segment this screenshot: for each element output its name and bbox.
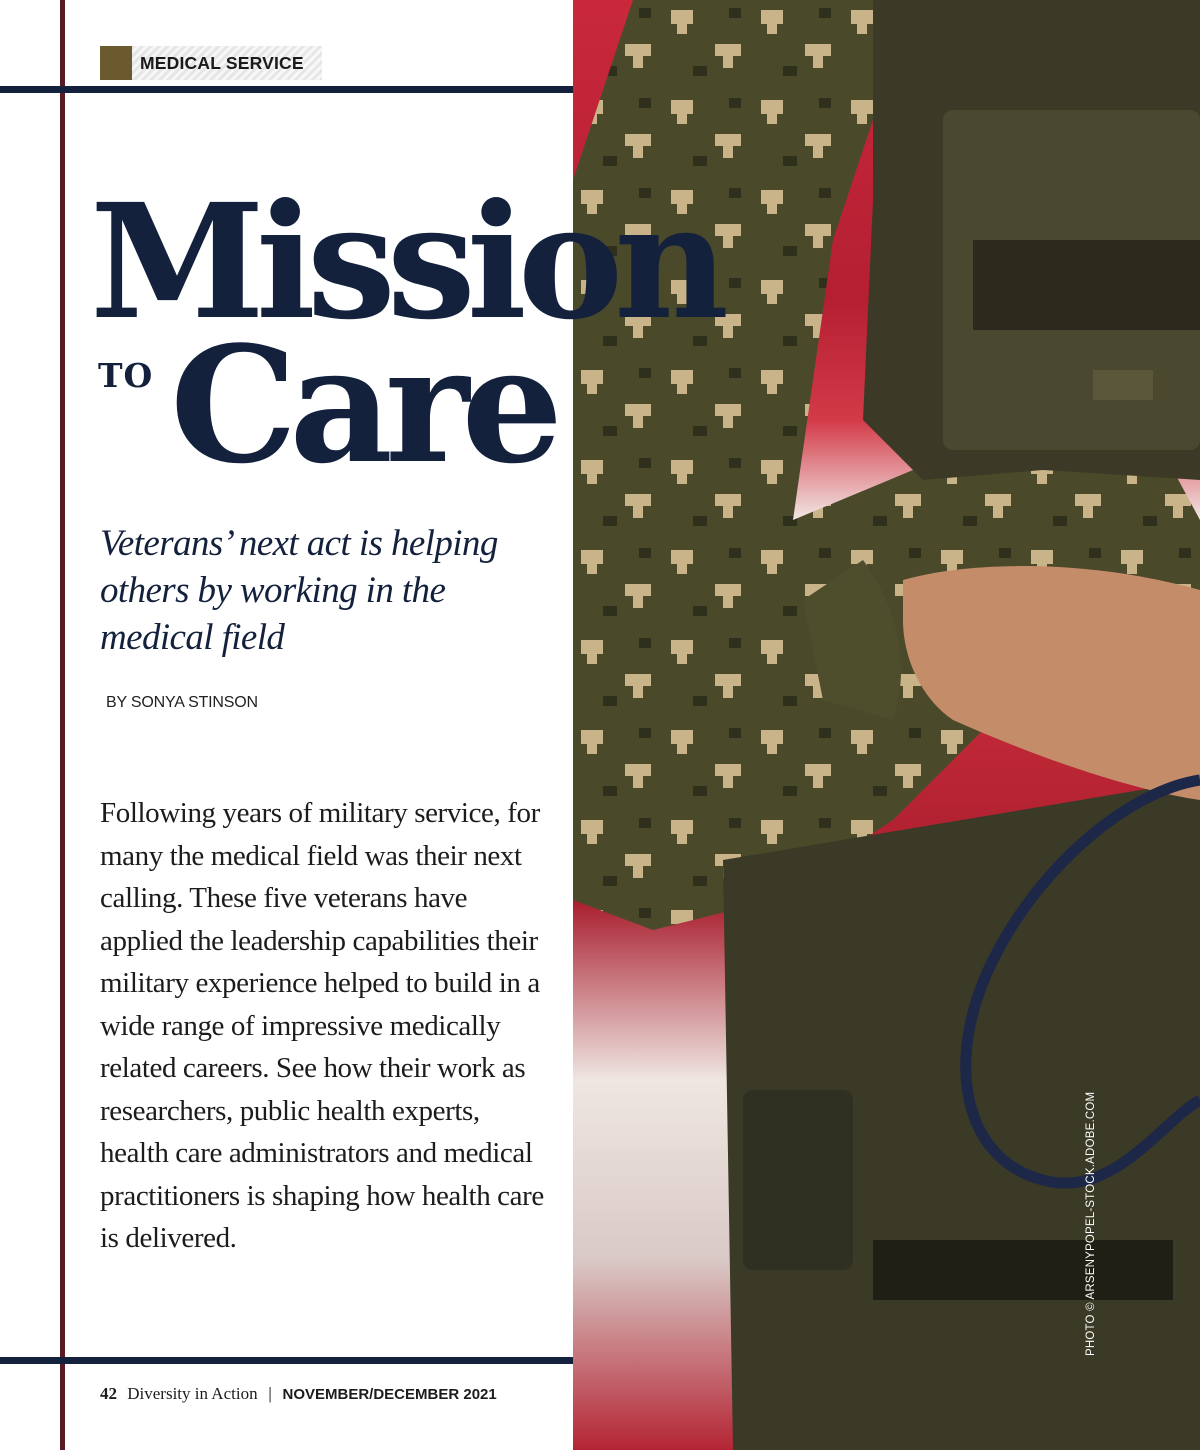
top-rule	[0, 86, 573, 93]
page-footer	[100, 1384, 497, 1404]
headline-care: Care	[170, 311, 556, 499]
footer-separator: |	[267, 1384, 273, 1403]
bottom-rule	[0, 1357, 573, 1364]
page-number: 42	[100, 1384, 117, 1403]
photo-credit: PHOTO © ARSENYPOPEL-STOCK.ADOBE.COM	[1085, 1091, 1097, 1356]
deck-subtitle: Veterans’ next act is helping others by working in the medical field	[100, 523, 498, 658]
magazine-name: Diversity in Action	[127, 1384, 258, 1403]
issue-date: NOVEMBER/DECEMBER 2021	[282, 1386, 497, 1403]
vertical-rule	[60, 0, 65, 1450]
body-paragraph: Following years of military service, for many the medical field was their next calling. These five veterans have applied the leadership capabilities their military experience helped to build in a wide range of impressive medically related careers. See how their work as researchers, public health experts, health care administrators and medical practitioners is shaping how health care is delivered.	[100, 797, 544, 1254]
headline-connector: TO	[98, 356, 154, 395]
kicker-color-block	[100, 46, 132, 80]
section-kicker: MEDICAL SERVICE	[132, 46, 322, 80]
headline-mission: Mission	[90, 170, 721, 355]
byline: BY SONYA STINSON	[106, 694, 258, 711]
